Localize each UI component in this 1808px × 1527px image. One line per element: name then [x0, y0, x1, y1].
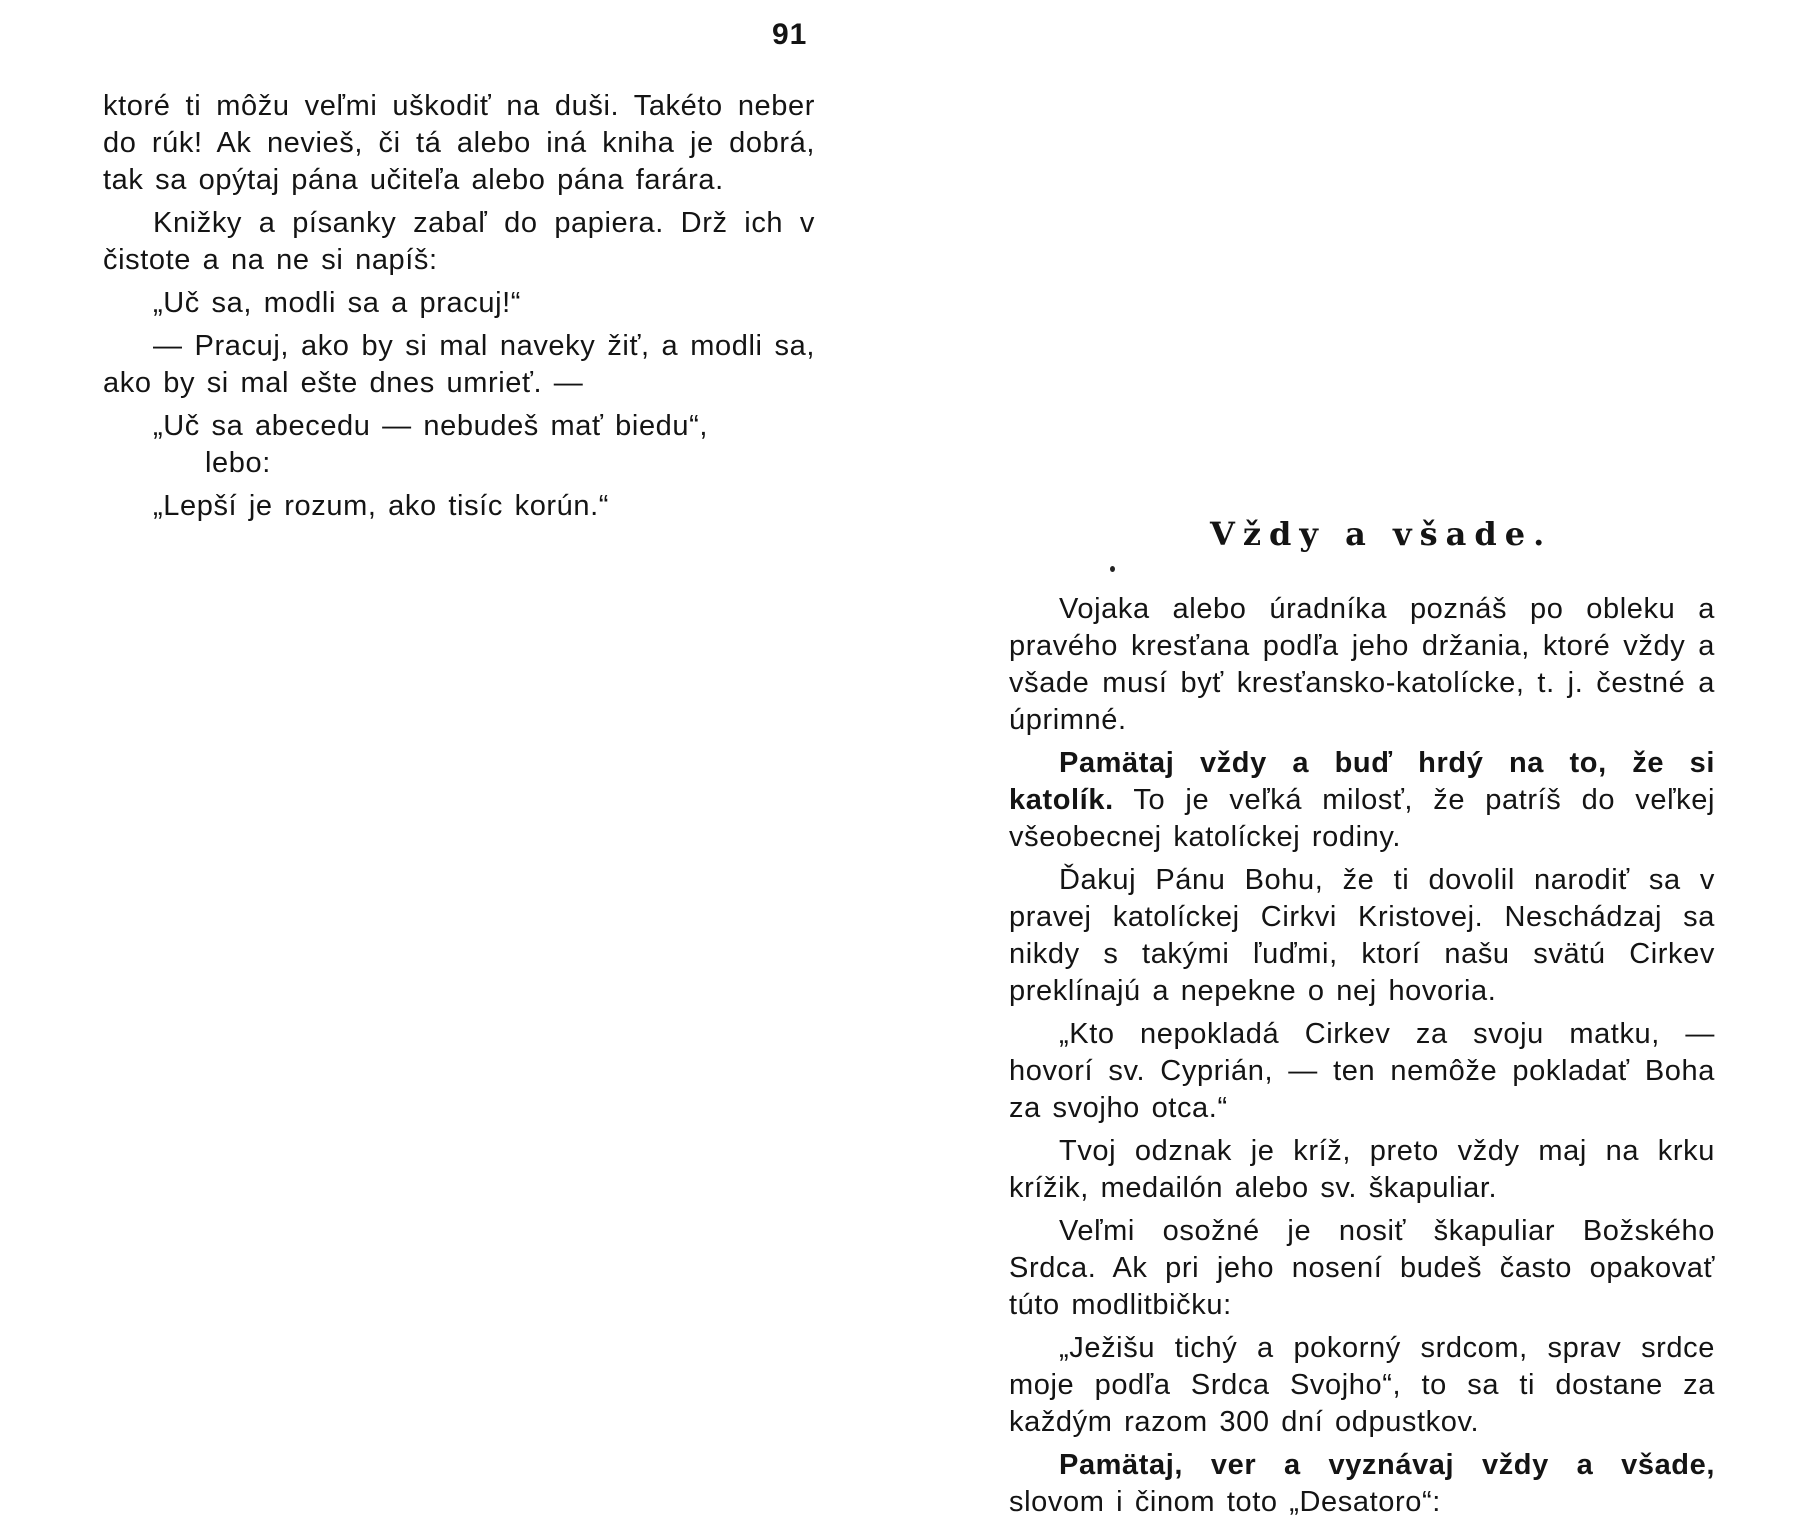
quote-line: „Lepší je rozum, ako tisíc korún.“: [153, 490, 610, 522]
left-text-column: [103, 88, 815, 531]
paragraph: „Ježišu tichý a pokorný srdcom, sprav srdce moje podľa Srdca Svojho“, to sa ti dostane za každým razom 300 dní odpustkov.: [1009, 1332, 1715, 1438]
emphasis-text: Pamätaj vždy a buď hrdý na to, že si katolík.: [1009, 747, 1715, 816]
paragraph: ktoré ti môžu veľmi uškodiť na duši. Takéto neber do rúk! Ak nevieš, či tá alebo iná kniha je dobrá, tak sa opýtaj pána učiteľa alebo pána farára.: [103, 90, 815, 196]
paragraph: [1009, 1447, 1715, 1521]
paragraph-text: slovom i činom toto „Desatoro“:: [1009, 1486, 1441, 1518]
paragraph: Tvoj odznak je kríž, preto vždy maj na krku krížik, medailón alebo sv. škapuliar.: [1009, 1135, 1715, 1204]
print-speck: [1110, 566, 1115, 572]
paragraph: Veľmi osožné je nosiť škapuliar Božského Srdca. Ak pri jeho nosení budeš často opakovať túto modlitbičku:: [1009, 1215, 1715, 1321]
paragraph: — Pracuj, ako by si mal naveky žiť, a modli sa, ako by si mal ešte dnes umrieť. —: [103, 330, 815, 399]
paragraph: „Kto nepokladá Cirkev za svoju matku, — hovorí sv. Cyprián, — ten nemôže pokladať Boha za svojho otca.“: [1009, 1018, 1715, 1124]
right-text-column: [1009, 591, 1715, 1527]
section-title: Vždy a všade.: [1210, 515, 1553, 553]
paragraph: Vojaka alebo úradníka poznáš po obleku a pravého kresťana podľa jeho držania, ktoré vždy a všade musí byť kresťansko-katolícke, t. j. čestné a úprimné.: [1009, 593, 1715, 736]
page-number: 91: [772, 18, 808, 51]
emphasis-text: Pamätaj, ver a vyznávaj vždy a všade,: [1059, 1449, 1715, 1481]
quote-line: „Uč sa, modli sa a pracuj!“: [153, 287, 522, 319]
quote-line: [103, 408, 815, 482]
paragraph: [1009, 745, 1715, 856]
continuation-text: lebo:: [205, 447, 271, 479]
paragraph: Knižky a písanky zabaľ do papiera. Drž ich v čistote a na ne si napíš:: [103, 207, 815, 276]
paragraph: Ďakuj Pánu Bohu, že ti dovolil narodiť sa v pravej katolíckej Cirkvi Kristovej. Neschádzaj sa nikdy s takými ľuďmi, ktorí našu svätú Cirkev preklínajú a nepekne o nej hovoria.: [1009, 864, 1715, 1007]
quote-text: „Uč sa abecedu — nebudeš mať biedu“,: [153, 410, 709, 442]
paragraph-text: To je veľká milosť, že patríš do veľkej všeobecnej katolíckej rodiny.: [1009, 784, 1715, 853]
